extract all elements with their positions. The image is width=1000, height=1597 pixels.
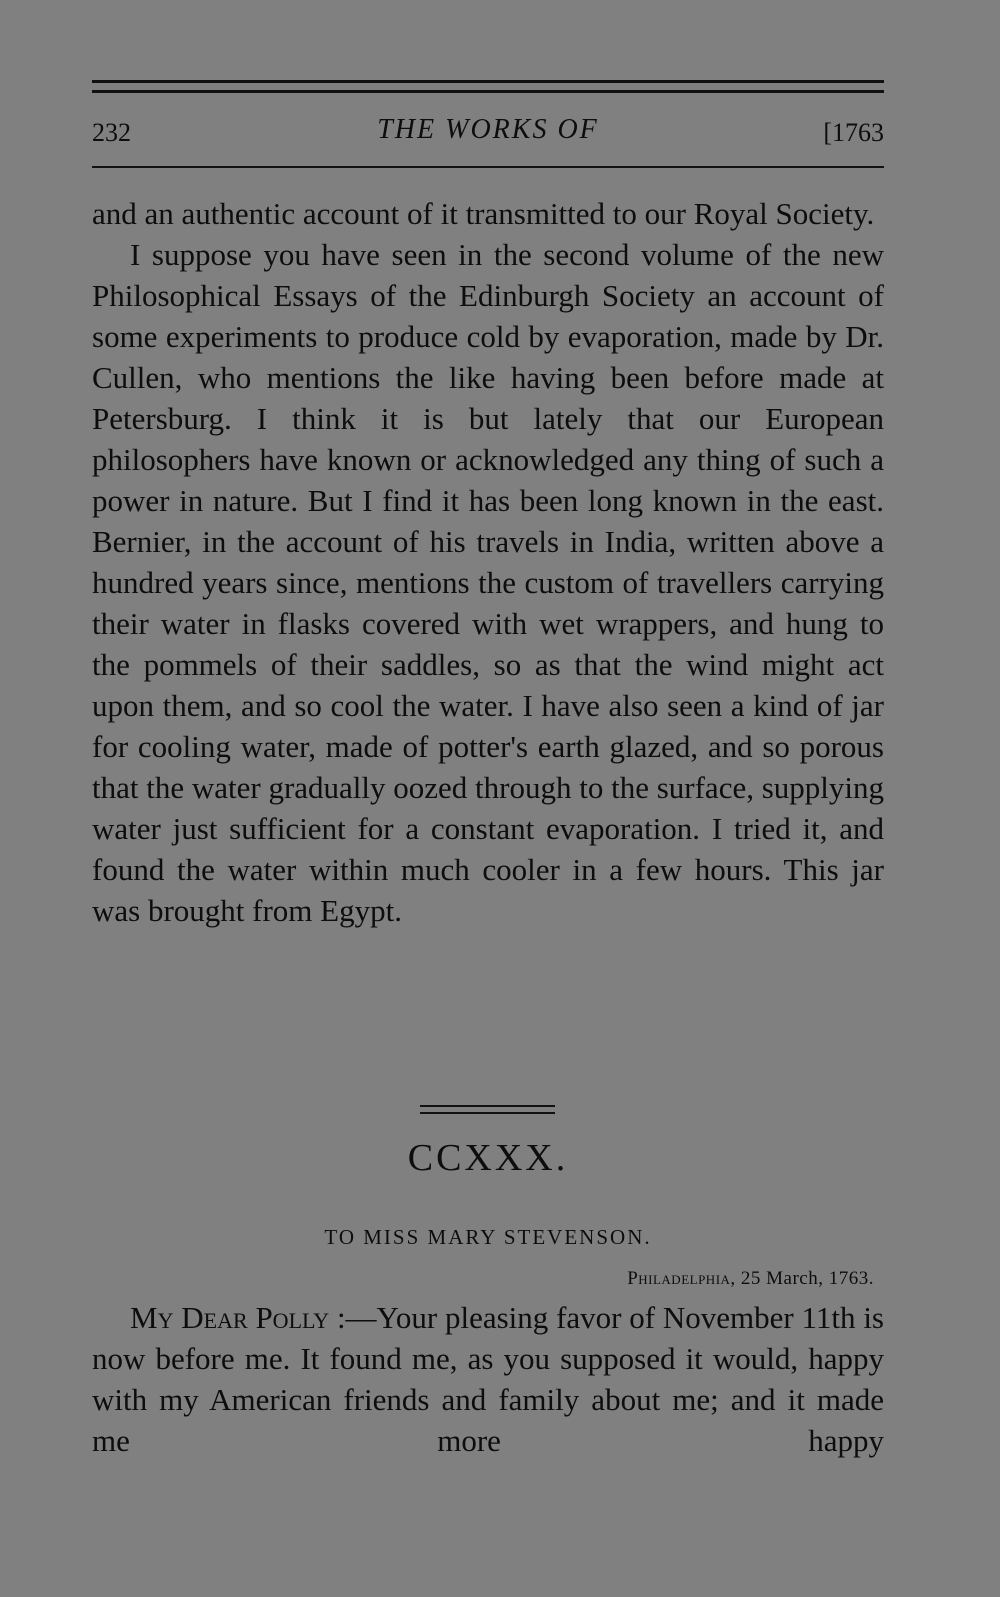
letter-salutation: My Dear Polly [130,1300,330,1335]
letter-number: CCXXX. [407,1137,569,1179]
section-rule-upper [420,1105,555,1107]
top-rule-lower [92,90,884,93]
running-head [92,114,884,154]
header-rule [92,166,884,168]
running-title: THE WORKS OF [377,114,599,145]
paragraph-continuation: and an authentic account of it transmitted to our Royal Society. [92,196,875,231]
letter-addressee: TO MISS MARY STEVENSON. [324,1225,652,1249]
running-year: [1763 [823,118,884,147]
section-rule-lower [420,1112,555,1114]
letter-opening: :—Your pleasing favor of November 11th is now before me. It found me, as you supposed it would, happy with my American friends and family about me; and it made me more happy [92,1300,884,1458]
paragraph-evaporation: I suppose you have seen in the second volume of the new Philosophical Essays of the Edinburgh Society an account of some experiments to produce cold by evaporation, made by Dr. Cullen, who mentions the like having been before made at Petersburg. I think it is but lately that our European philosophers have known or acknowledged any thing of such a power in nature. But I find it has been long known in the east. Bernier, in the account of his travels in India, written above a hundred years since, mentions the custom of travellers carrying their water in flasks covered with wet wrappers, and hung to the pommels of their saddles, so as that the wind might act upon them, and so cool the water. I have also seen a kind of jar for cooling water, made of potter's earth glazed, and so porous that the water gradually oozed through to the surface, supplying water just sufficient for a constant evaporation. I tried it, and found the water within much cooler in a few hours. This jar was brought from Egypt. [92,237,884,928]
letter-dateline [627,1268,874,1290]
top-rule-upper [92,80,884,83]
dateline-date: 25 March, 1763. [740,1268,874,1289]
dateline-place: Philadelphia, [627,1268,736,1289]
page-number: 232 [92,118,131,147]
body-text [92,193,884,931]
letter-body [92,1297,884,1461]
